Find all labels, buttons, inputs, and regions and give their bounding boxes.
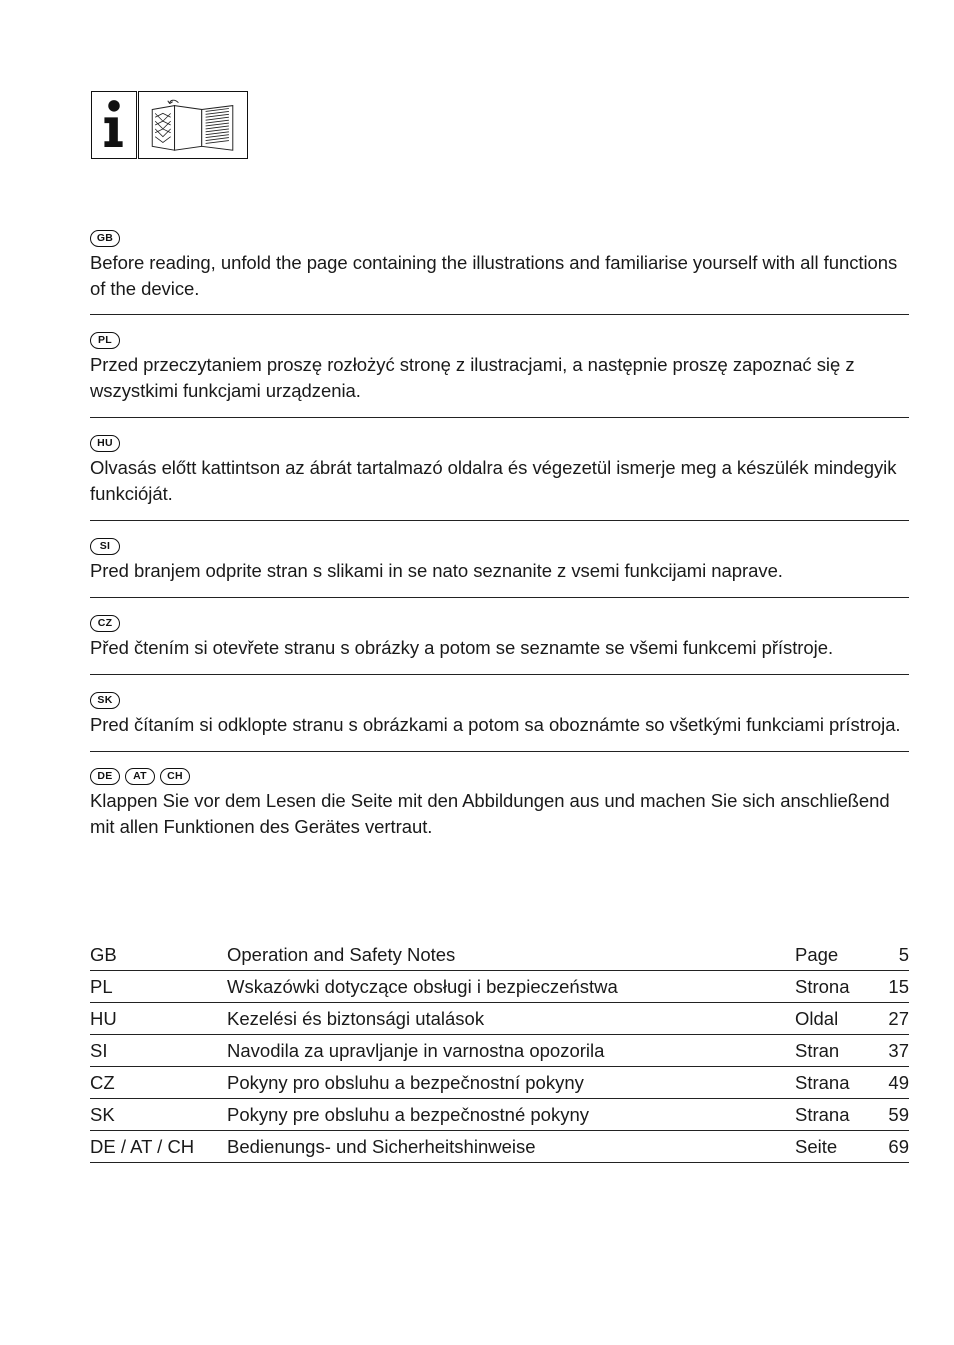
instruction-text: Pred branjem odprite stran s slikami in se nato seznanite z vsemi funkcijami naprave.: [90, 560, 783, 581]
toc-lang-code: SK: [90, 1099, 227, 1131]
lang-badge: SI: [90, 538, 120, 555]
toc-page-word: Strona: [795, 971, 869, 1003]
toc-page-number: 5: [869, 939, 909, 971]
toc-title: Operation and Safety Notes: [227, 939, 795, 971]
lang-badge: SK: [90, 692, 120, 709]
toc-page-number: 49: [869, 1067, 909, 1099]
toc-title: Wskazówki dotyczące obsługi i bezpieczeństwa: [227, 971, 795, 1003]
lang-section-pl: [90, 328, 909, 418]
instruction-text: Przed przeczytaniem proszę rozłożyć stronę z ilustracjami, a następnie proszę zapoznać się z wszystkimi funkcjami urządzenia.: [90, 354, 855, 401]
toc-title: Kezelési és biztonsági utalások: [227, 1003, 795, 1035]
lang-section-si: [90, 534, 909, 598]
instruction-text: Klappen Sie vor dem Lesen die Seite mit den Abbildungen aus und machen Sie sich anschließend mit allen Funktionen des Gerätes vertraut.: [90, 790, 890, 837]
lang-badge: AT: [125, 768, 155, 785]
lang-badge: CH: [160, 768, 190, 785]
table-row: [90, 1067, 909, 1099]
badge-group: [90, 431, 909, 455]
info-icon: [91, 91, 137, 159]
lang-badge: GB: [90, 230, 120, 247]
toc-title: Bedienungs- und Sicherheitshinweise: [227, 1131, 795, 1163]
lang-section-sk: [90, 688, 909, 752]
lang-section-gb: [90, 226, 909, 315]
toc-page-number: 69: [869, 1131, 909, 1163]
instruction-text: Před čtením si otevřete stranu s obrázky a potom se seznamte se všemi funkcemi přístroje.: [90, 637, 834, 658]
lang-section-hu: [90, 431, 909, 521]
toc-page-word: Oldal: [795, 1003, 869, 1035]
table-row: [90, 1035, 909, 1067]
table-of-contents: [90, 939, 909, 1163]
instruction-text: Pred čítaním si odklopte stranu s obrázkami a potom sa oboznámte so všetkými funkciami prístroja.: [90, 714, 901, 735]
table-row: [90, 939, 909, 971]
toc-page-word: Strana: [795, 1099, 869, 1131]
toc-title: Navodila za upravljanje in varnostna opozorila: [227, 1035, 795, 1067]
toc-page-word: Strana: [795, 1067, 869, 1099]
badge-group: [90, 764, 909, 788]
table-row: [90, 1131, 909, 1163]
toc-page-word: Seite: [795, 1131, 869, 1163]
badge-group: [90, 226, 909, 250]
instruction-text: Olvasás előtt kattintson az ábrát tartalmazó oldalra és végezetül ismerje meg a készülék mindegyik funkcióját.: [90, 457, 897, 504]
lang-badge: PL: [90, 332, 120, 349]
badge-group: [90, 328, 909, 352]
badge-group: [90, 534, 909, 558]
table-row: [90, 971, 909, 1003]
toc-title: Pokyny pre obsluhu a bezpečnostné pokyny: [227, 1099, 795, 1131]
badge-group: [90, 611, 909, 635]
toc-lang-code: GB: [90, 939, 227, 971]
toc-page-number: 15: [869, 971, 909, 1003]
toc-title: Pokyny pro obsluhu a bezpečnostní pokyny: [227, 1067, 795, 1099]
toc-lang-code: PL: [90, 971, 227, 1003]
lang-badge: DE: [90, 768, 120, 785]
toc-page-word: Page: [795, 939, 869, 971]
toc-page-number: 37: [869, 1035, 909, 1067]
toc-lang-code: DE / AT / CH: [90, 1131, 227, 1163]
table-row: [90, 1003, 909, 1035]
lang-badge: HU: [90, 435, 120, 452]
lang-section-cz: [90, 611, 909, 675]
toc-lang-code: CZ: [90, 1067, 227, 1099]
unfold-page-icon: [138, 91, 248, 159]
toc-page-word: Stran: [795, 1035, 869, 1067]
toc-page-number: 59: [869, 1099, 909, 1131]
instruction-text: Before reading, unfold the page containing the illustrations and familiarise yourself with all functions of the device.: [90, 252, 898, 299]
toc-page-number: 27: [869, 1003, 909, 1035]
toc-lang-code: SI: [90, 1035, 227, 1067]
lang-section-de-at-ch: [90, 764, 909, 844]
badge-group: [90, 688, 909, 712]
table-row: [90, 1099, 909, 1131]
toc-lang-code: HU: [90, 1003, 227, 1035]
lang-badge: CZ: [90, 615, 120, 632]
